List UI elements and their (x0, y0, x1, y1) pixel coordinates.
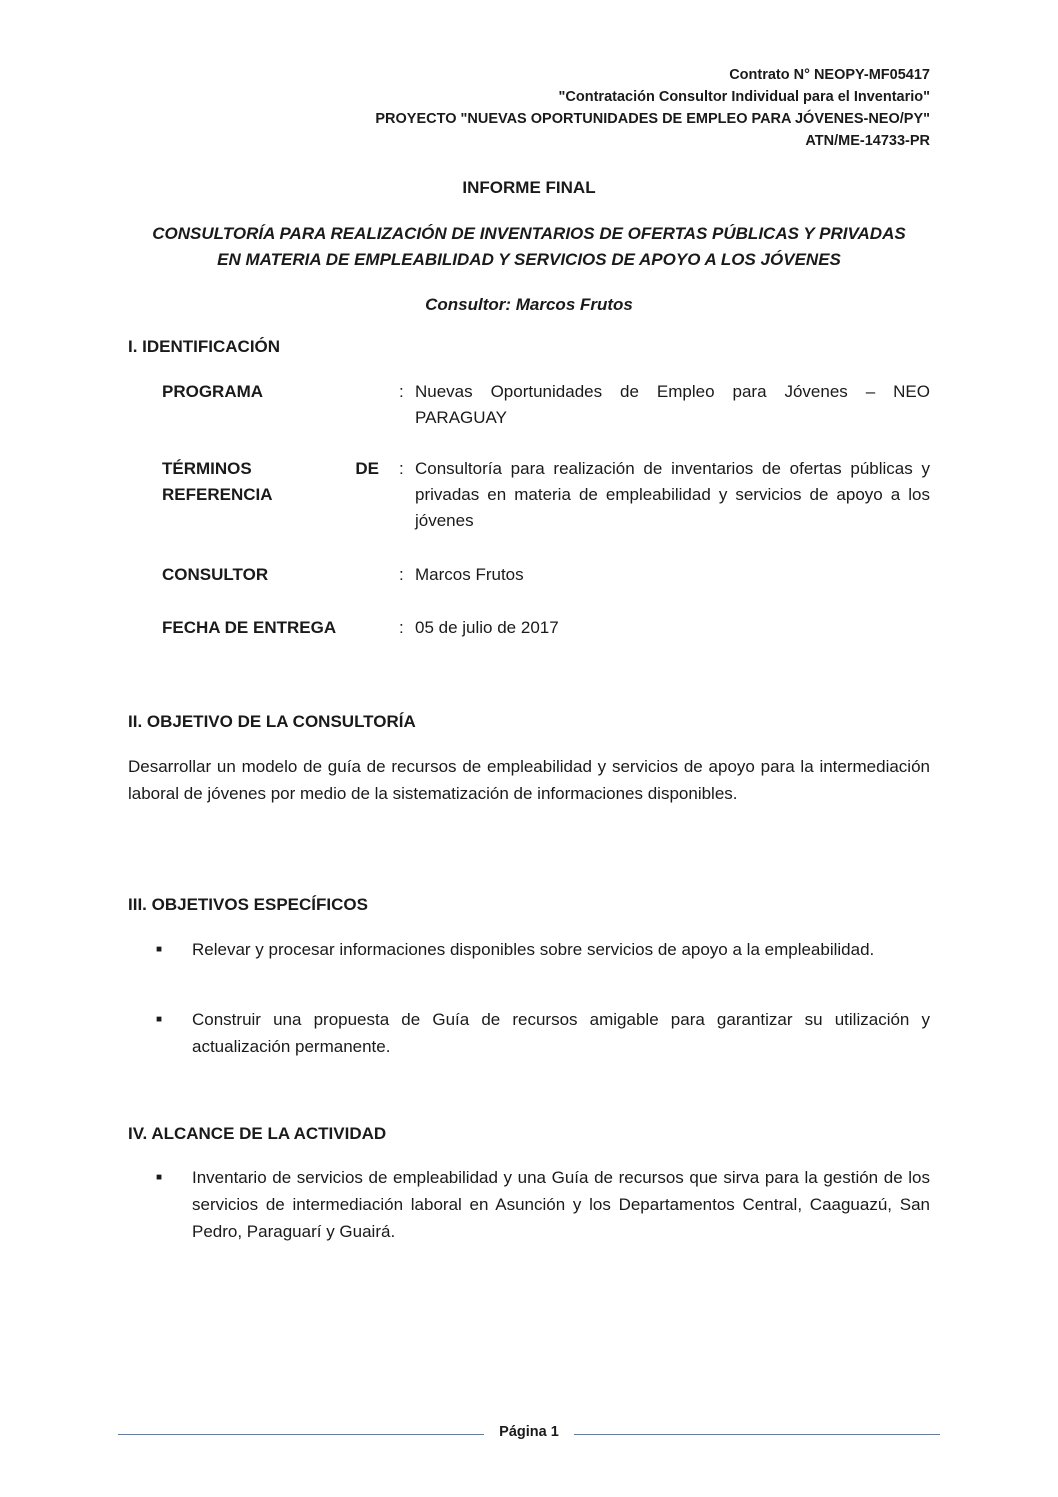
list-item-text: Construir una propuesta de Guía de recursos amigable para garantizar su utilización y actualización permanente. (192, 1010, 930, 1056)
id-separator: : (399, 459, 404, 478)
id-label-part: REFERENCIA (162, 485, 273, 504)
atn-code: ATN/ME-14733-PR (805, 133, 930, 149)
section-heading-scope: IV. ALCANCE DE LA ACTIVIDAD (128, 1124, 387, 1143)
document-title: INFORME FINAL (462, 178, 596, 197)
subtitle-line: EN MATERIA DE EMPLEABILIDAD Y SERVICIOS DE APOYO A LOS JÓVENES (217, 250, 841, 269)
contract-number: Contrato N° NEOPY-MF05417 (729, 67, 930, 83)
id-separator: : (399, 565, 404, 584)
id-label: FECHA DE ENTREGA (162, 618, 337, 637)
id-value: Marcos Frutos (415, 565, 524, 584)
section-heading-identification: I. IDENTIFICACIÓN (128, 337, 281, 356)
objective-paragraph: Desarrollar un modelo de guía de recursos de empleabilidad y servicios de apoyo para la intermediación laboral de jóvenes por medio de la sistematización de informaciones disponibles. (128, 757, 930, 803)
id-label-part: DE (355, 459, 379, 478)
id-value: 05 de julio de 2017 (415, 618, 559, 637)
consultant-line: Consultor: Marcos Frutos (425, 295, 633, 314)
page-number: Página 1 (499, 1424, 559, 1440)
id-label: CONSULTOR (162, 565, 269, 584)
section-heading-specific-objectives: III. OBJETIVOS ESPECÍFICOS (128, 895, 368, 914)
bullet-icon: ■ (156, 944, 163, 955)
id-separator: : (399, 382, 404, 401)
bullet-icon: ■ (156, 1172, 163, 1183)
id-label-part: TÉRMINOS (162, 459, 252, 478)
subtitle-line: CONSULTORÍA PARA REALIZACIÓN DE INVENTARIOS DE OFERTAS PÚBLICAS Y PRIVADAS (152, 224, 906, 243)
document-subtitle (100, 221, 958, 273)
id-value: Consultoría para realización de inventarios de ofertas públicas y privadas en materia de empleabilidad y servicios de apoyo a los jóvenes (415, 459, 930, 530)
contract-description: "Contratación Consultor Individual para el Inventario" (558, 89, 930, 105)
section-heading-objective: II. OBJETIVO DE LA CONSULTORÍA (128, 712, 416, 731)
list-item-text: Inventario de servicios de empleabilidad y una Guía de recursos que sirva para la gestión de los servicios de intermediación laboral en Asunción y los Departamentos Central, Caaguazú, San Pedro, Paraguarí y Guairá. (192, 1168, 930, 1241)
list-item-text: Relevar y procesar informaciones disponibles sobre servicios de apoyo a la empleabilidad. (192, 940, 875, 959)
footer-rule-right (574, 1434, 940, 1435)
id-label (162, 456, 379, 508)
id-label: PROGRAMA (162, 382, 264, 401)
id-separator: : (399, 618, 404, 637)
id-value: Nuevas Oportunidades de Empleo para Jóvenes – NEO PARAGUAY (415, 382, 930, 427)
bullet-icon: ■ (156, 1014, 163, 1025)
contract-header (375, 64, 930, 152)
project-name: PROYECTO "NUEVAS OPORTUNIDADES DE EMPLEO PARA JÓVENES-NEO/PY" (375, 111, 930, 127)
